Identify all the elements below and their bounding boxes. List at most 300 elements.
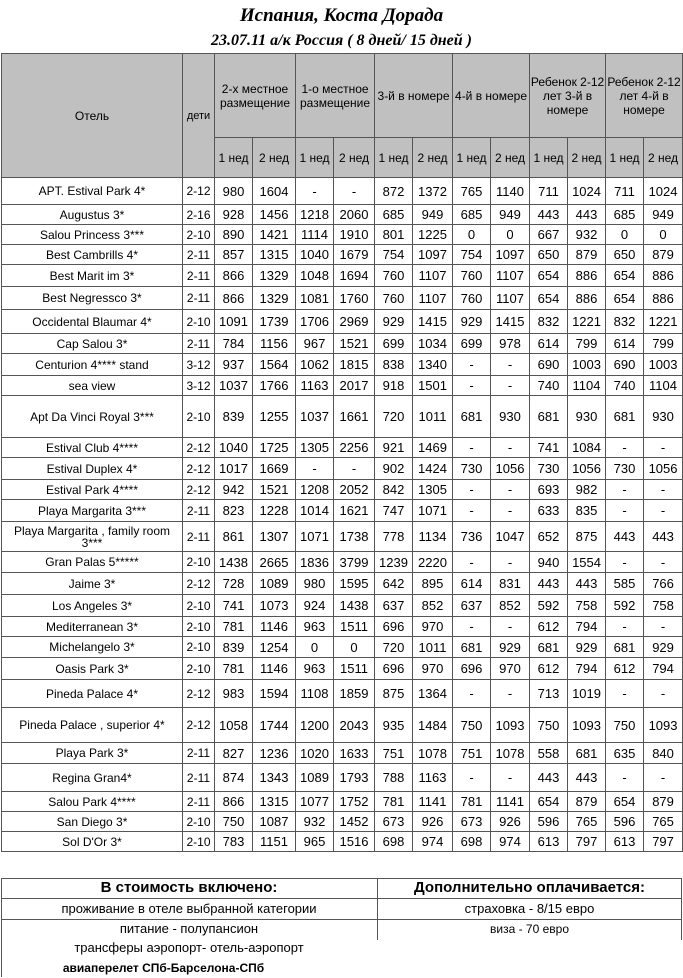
- price-cell: 443: [606, 522, 644, 552]
- price-cell: 681: [606, 637, 644, 658]
- price-cell: 930: [644, 396, 683, 438]
- children-age: 2-12: [183, 178, 215, 205]
- price-cell: 1456: [253, 205, 296, 225]
- header-week: 1 нед: [606, 138, 644, 178]
- price-cell: -: [453, 354, 491, 376]
- price-cell: -: [491, 764, 530, 792]
- header-children: дети: [183, 54, 215, 178]
- price-cell: 1511: [334, 658, 375, 680]
- price-cell: -: [491, 480, 530, 500]
- price-cell: 1056: [491, 458, 530, 480]
- price-cell: 1077: [296, 792, 334, 812]
- price-cell: 1140: [491, 178, 530, 205]
- price-cell: 1156: [253, 334, 296, 354]
- table-row: [2, 500, 683, 522]
- price-cell: 1093: [644, 708, 683, 743]
- hotel-name: Mediterranean 3*: [2, 617, 183, 637]
- price-cell: 965: [296, 832, 334, 852]
- children-age: 2-10: [183, 396, 215, 438]
- children-age: 2-10: [183, 225, 215, 245]
- price-cell: 740: [530, 376, 568, 396]
- price-cell: -: [491, 552, 530, 573]
- children-age: 2-11: [183, 334, 215, 354]
- table-row: [2, 595, 683, 617]
- price-cell: 1815: [334, 354, 375, 376]
- price-cell: 1097: [491, 245, 530, 265]
- price-cell: 794: [568, 617, 606, 637]
- price-cell: -: [334, 178, 375, 205]
- price-cell: -: [491, 617, 530, 637]
- price-cell: 1208: [296, 480, 334, 500]
- children-age: 2-11: [183, 764, 215, 792]
- price-cell: 935: [375, 708, 413, 743]
- price-cell: 1141: [491, 792, 530, 812]
- price-cell: 720: [375, 637, 413, 658]
- header-group: 3-й в номере: [375, 54, 453, 138]
- price-cell: 1679: [334, 245, 375, 265]
- price-cell: -: [606, 764, 644, 792]
- price-cell: 654: [606, 265, 644, 287]
- table-row: [2, 552, 683, 573]
- price-cell: 1225: [413, 225, 453, 245]
- hotel-name: Playa Margarita 3***: [2, 500, 183, 522]
- table-row: [2, 458, 683, 480]
- price-cell: 926: [413, 812, 453, 832]
- price-cell: 1097: [413, 245, 453, 265]
- table-row: [2, 245, 683, 265]
- price-cell: 1452: [334, 812, 375, 832]
- hotel-name: Michelangelo 3*: [2, 637, 183, 658]
- price-cell: 970: [413, 617, 453, 637]
- hotel-name: Los Angeles 3*: [2, 595, 183, 617]
- children-age: 2-16: [183, 205, 215, 225]
- price-cell: 949: [413, 205, 453, 225]
- price-table: [1, 53, 683, 852]
- price-cell: 443: [568, 573, 606, 595]
- price-cell: -: [453, 680, 491, 708]
- price-cell: 1661: [334, 396, 375, 438]
- price-cell: 886: [568, 287, 606, 310]
- price-cell: 443: [568, 205, 606, 225]
- price-cell: 921: [375, 438, 413, 458]
- page-title: Испания, Коста Дорада: [239, 5, 444, 26]
- price-cell: 750: [530, 708, 568, 743]
- price-cell: 875: [568, 522, 606, 552]
- price-cell: 1744: [253, 708, 296, 743]
- price-cell: 612: [606, 658, 644, 680]
- hotel-name: Occidental Blaumar 4*: [2, 310, 183, 334]
- price-cell: 765: [453, 178, 491, 205]
- price-cell: 635: [606, 743, 644, 764]
- price-cell: -: [606, 480, 644, 500]
- price-cell: 1604: [253, 178, 296, 205]
- price-cell: 980: [215, 178, 253, 205]
- price-cell: 699: [375, 334, 413, 354]
- children-age: 2-11: [183, 245, 215, 265]
- price-cell: 1104: [568, 376, 606, 396]
- price-cell: 928: [215, 205, 253, 225]
- table-row: [2, 792, 683, 812]
- price-cell: 558: [530, 743, 568, 764]
- price-cell: 1739: [253, 310, 296, 334]
- price-cell: 747: [375, 500, 413, 522]
- price-cell: 0: [644, 225, 683, 245]
- price-cell: 1516: [334, 832, 375, 852]
- price-cell: 3799: [334, 552, 375, 573]
- price-cell: 980: [296, 573, 334, 595]
- footer: [1, 878, 682, 977]
- table-row: [2, 265, 683, 287]
- price-cell: -: [453, 500, 491, 522]
- price-cell: 1084: [568, 438, 606, 458]
- price-cell: 1091: [215, 310, 253, 334]
- price-cell: 1594: [253, 680, 296, 708]
- price-cell: 760: [375, 287, 413, 310]
- price-cell: 1078: [413, 743, 453, 764]
- price-cell: 1040: [296, 245, 334, 265]
- hotel-name: Cap Salou 3*: [2, 334, 183, 354]
- price-cell: 831: [491, 573, 530, 595]
- children-age: 2-10: [183, 637, 215, 658]
- price-cell: 1793: [334, 764, 375, 792]
- price-cell: -: [491, 500, 530, 522]
- children-age: 2-10: [183, 658, 215, 680]
- price-cell: 596: [606, 812, 644, 832]
- children-age: 2-10: [183, 812, 215, 832]
- table-row: [2, 225, 683, 245]
- table-row: [2, 287, 683, 310]
- price-cell: 1146: [253, 658, 296, 680]
- hotel-name: sea view: [2, 376, 183, 396]
- price-cell: 650: [530, 245, 568, 265]
- price-cell: 1024: [568, 178, 606, 205]
- header-week: 2 нед: [568, 138, 606, 178]
- price-cell: 0: [334, 637, 375, 658]
- price-cell: 642: [375, 573, 413, 595]
- table-row: [2, 480, 683, 500]
- price-cell: 652: [530, 522, 568, 552]
- price-cell: 1163: [296, 376, 334, 396]
- hotel-name: Playa Margarita , family room 3***: [2, 522, 183, 552]
- price-cell: 890: [215, 225, 253, 245]
- included-item: питание - полупансион: [119, 921, 259, 936]
- price-cell: 585: [606, 573, 644, 595]
- price-cell: 838: [375, 354, 413, 376]
- price-cell: 760: [453, 265, 491, 287]
- price-cell: 765: [568, 812, 606, 832]
- price-cell: -: [453, 764, 491, 792]
- price-cell: 929: [491, 637, 530, 658]
- price-cell: 835: [568, 500, 606, 522]
- price-cell: 823: [215, 500, 253, 522]
- price-cell: 1725: [253, 438, 296, 458]
- children-age: 3-12: [183, 354, 215, 376]
- price-cell: 1003: [644, 354, 683, 376]
- price-cell: 1104: [644, 376, 683, 396]
- price-cell: 974: [413, 832, 453, 852]
- price-cell: 1040: [215, 438, 253, 458]
- price-cell: 1340: [413, 354, 453, 376]
- table-row: [2, 573, 683, 595]
- table-row: [2, 178, 683, 205]
- header-group: Ребенок 2-12 лет 3-й в номере: [530, 54, 606, 138]
- price-cell: 839: [215, 637, 253, 658]
- header-group: 2-х местное размещение: [215, 54, 296, 138]
- price-cell: 2969: [334, 310, 375, 334]
- price-cell: 1089: [253, 573, 296, 595]
- hotel-name: Oasis Park 3*: [2, 658, 183, 680]
- children-age: 2-12: [183, 458, 215, 480]
- header-week: 2 нед: [334, 138, 375, 178]
- price-cell: 982: [568, 480, 606, 500]
- included-item: проживание в отеле выбранной категории: [61, 901, 317, 916]
- price-cell: 0: [296, 637, 334, 658]
- price-cell: 1521: [334, 334, 375, 354]
- price-cell: 861: [215, 522, 253, 552]
- price-cell: 797: [568, 832, 606, 852]
- price-cell: 932: [568, 225, 606, 245]
- price-cell: 932: [296, 812, 334, 832]
- price-cell: 1760: [334, 287, 375, 310]
- price-cell: 1146: [253, 617, 296, 637]
- price-cell: 1910: [334, 225, 375, 245]
- price-cell: 693: [530, 480, 568, 500]
- price-cell: 650: [606, 245, 644, 265]
- price-cell: 1255: [253, 396, 296, 438]
- price-cell: 788: [375, 764, 413, 792]
- table-row: [2, 680, 683, 708]
- price-cell: 730: [606, 458, 644, 480]
- price-cell: 0: [453, 225, 491, 245]
- header-group: 4-й в номере: [453, 54, 530, 138]
- price-cell: 2052: [334, 480, 375, 500]
- header-week: 2 нед: [253, 138, 296, 178]
- price-cell: 778: [375, 522, 413, 552]
- price-cell: 930: [491, 396, 530, 438]
- price-cell: 681: [530, 396, 568, 438]
- price-cell: 1438: [215, 552, 253, 573]
- price-cell: 637: [453, 595, 491, 617]
- price-cell: 1421: [253, 225, 296, 245]
- table-row: [2, 617, 683, 637]
- price-cell: 1062: [296, 354, 334, 376]
- price-cell: 1107: [413, 287, 453, 310]
- price-cell: 720: [375, 396, 413, 438]
- price-cell: 1107: [491, 287, 530, 310]
- price-cell: 596: [530, 812, 568, 832]
- price-cell: 613: [530, 832, 568, 852]
- children-age: 2-11: [183, 265, 215, 287]
- price-cell: 929: [453, 310, 491, 334]
- price-cell: 1014: [296, 500, 334, 522]
- price-cell: 443: [530, 573, 568, 595]
- price-cell: 613: [606, 832, 644, 852]
- price-cell: 852: [413, 595, 453, 617]
- price-cell: 902: [375, 458, 413, 480]
- price-cell: 711: [530, 178, 568, 205]
- price-cell: 1089: [296, 764, 334, 792]
- price-cell: 758: [568, 595, 606, 617]
- price-cell: 879: [568, 792, 606, 812]
- price-cell: 443: [530, 764, 568, 792]
- price-cell: -: [491, 680, 530, 708]
- price-cell: 614: [530, 334, 568, 354]
- price-cell: 612: [530, 617, 568, 637]
- price-cell: 1056: [644, 458, 683, 480]
- price-cell: 978: [491, 334, 530, 354]
- price-cell: 983: [215, 680, 253, 708]
- price-cell: 879: [644, 792, 683, 812]
- price-cell: -: [644, 680, 683, 708]
- price-cell: 874: [215, 764, 253, 792]
- price-cell: 924: [296, 595, 334, 617]
- price-cell: 443: [530, 205, 568, 225]
- price-cell: 1752: [334, 792, 375, 812]
- table-row: [2, 522, 683, 552]
- hotel-name: Salou Princess 3***: [2, 225, 183, 245]
- price-cell: 942: [215, 480, 253, 500]
- price-cell: 794: [568, 658, 606, 680]
- price-cell: 1056: [568, 458, 606, 480]
- children-age: 2-10: [183, 832, 215, 852]
- children-age: 2-12: [183, 680, 215, 708]
- price-cell: 1633: [334, 743, 375, 764]
- hotel-name: San Diego 3*: [2, 812, 183, 832]
- price-cell: 1315: [253, 245, 296, 265]
- table-row: [2, 334, 683, 354]
- children-age: 2-10: [183, 552, 215, 573]
- price-cell: 681: [453, 637, 491, 658]
- price-cell: -: [453, 480, 491, 500]
- price-cell: 681: [568, 743, 606, 764]
- price-cell: 1107: [491, 265, 530, 287]
- price-cell: 740: [606, 376, 644, 396]
- header-week: 2 нед: [413, 138, 453, 178]
- price-cell: 2665: [253, 552, 296, 573]
- price-cell: 1766: [253, 376, 296, 396]
- price-cell: 1329: [253, 265, 296, 287]
- price-cell: 879: [568, 245, 606, 265]
- hotel-name: Centurion 4**** stand: [2, 354, 183, 376]
- price-cell: 1564: [253, 354, 296, 376]
- price-cell: 1163: [413, 764, 453, 792]
- price-cell: 1141: [413, 792, 453, 812]
- price-cell: 963: [296, 617, 334, 637]
- children-age: 2-10: [183, 595, 215, 617]
- price-cell: 1058: [215, 708, 253, 743]
- price-cell: 1024: [644, 178, 683, 205]
- price-cell: 1114: [296, 225, 334, 245]
- price-cell: 1521: [253, 480, 296, 500]
- table-row: [2, 764, 683, 792]
- price-cell: -: [606, 438, 644, 458]
- table-row: [2, 812, 683, 832]
- price-cell: 443: [568, 764, 606, 792]
- hotel-name: Estival Park 4****: [2, 480, 183, 500]
- price-cell: 1228: [253, 500, 296, 522]
- price-cell: 711: [606, 178, 644, 205]
- children-age: 2-12: [183, 480, 215, 500]
- price-cell: 1093: [491, 708, 530, 743]
- children-age: 2-12: [183, 573, 215, 595]
- price-cell: 781: [375, 792, 413, 812]
- price-cell: 1859: [334, 680, 375, 708]
- price-cell: 866: [215, 287, 253, 310]
- hotel-name: Best Cambrills 4*: [2, 245, 183, 265]
- price-cell: 929: [568, 637, 606, 658]
- header-week: 2 нед: [491, 138, 530, 178]
- children-age: 3-12: [183, 376, 215, 396]
- hotel-name: Estival Club 4****: [2, 438, 183, 458]
- price-cell: 696: [375, 617, 413, 637]
- price-cell: 741: [215, 595, 253, 617]
- price-cell: 685: [375, 205, 413, 225]
- hotel-name: Pineda Palace 4*: [2, 680, 183, 708]
- price-cell: 1093: [568, 708, 606, 743]
- price-cell: 1484: [413, 708, 453, 743]
- price-cell: 1307: [253, 522, 296, 552]
- price-cell: 1372: [413, 178, 453, 205]
- price-cell: 1415: [413, 310, 453, 334]
- price-cell: 754: [453, 245, 491, 265]
- hotel-name: Salou Park 4****: [2, 792, 183, 812]
- price-cell: 685: [453, 205, 491, 225]
- header-week: 1 нед: [530, 138, 568, 178]
- price-cell: 1469: [413, 438, 453, 458]
- price-cell: 1081: [296, 287, 334, 310]
- price-cell: 886: [568, 265, 606, 287]
- table-row: [2, 354, 683, 376]
- price-cell: 940: [530, 552, 568, 573]
- price-cell: 879: [644, 245, 683, 265]
- price-cell: 1554: [568, 552, 606, 573]
- children-age: 2-10: [183, 617, 215, 637]
- price-cell: 1108: [296, 680, 334, 708]
- table-row: [2, 438, 683, 458]
- price-cell: 681: [606, 396, 644, 438]
- price-cell: 852: [491, 595, 530, 617]
- price-cell: 1305: [413, 480, 453, 500]
- price-cell: -: [453, 438, 491, 458]
- price-cell: 1003: [568, 354, 606, 376]
- price-cell: 654: [530, 287, 568, 310]
- price-cell: 949: [491, 205, 530, 225]
- price-cell: 1019: [568, 680, 606, 708]
- price-cell: 690: [606, 354, 644, 376]
- table-row: [2, 396, 683, 438]
- price-cell: 832: [606, 310, 644, 334]
- price-cell: 685: [606, 205, 644, 225]
- price-cell: 842: [375, 480, 413, 500]
- price-cell: 730: [530, 458, 568, 480]
- price-cell: 1134: [413, 522, 453, 552]
- price-cell: -: [644, 617, 683, 637]
- price-cell: 690: [530, 354, 568, 376]
- price-cell: 750: [606, 708, 644, 743]
- price-cell: 667: [530, 225, 568, 245]
- price-cell: 751: [375, 743, 413, 764]
- hotel-name: Regina Gran4*: [2, 764, 183, 792]
- price-cell: 895: [413, 573, 453, 595]
- header-week: 2 нед: [644, 138, 683, 178]
- price-cell: 1669: [253, 458, 296, 480]
- price-cell: 728: [215, 573, 253, 595]
- hotel-name: APT. Estival Park 4*: [2, 178, 183, 205]
- price-cell: 443: [644, 522, 683, 552]
- price-cell: 1315: [253, 792, 296, 812]
- table-row: [2, 205, 683, 225]
- price-cell: -: [606, 552, 644, 573]
